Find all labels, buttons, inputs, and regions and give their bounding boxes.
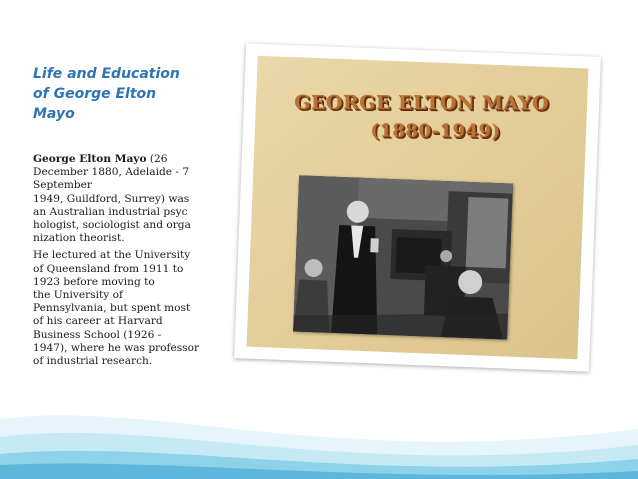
photo-card bbox=[234, 43, 601, 371]
title-line: of George Elton bbox=[33, 86, 157, 102]
title-line: Mayo bbox=[33, 106, 75, 122]
paragraph-career: He lectured at the University of Queensland from 1911 to 1923 before moving to the University of Pennsylvania, but spent most of his career at Harvard Business School (1926 - 1947), where he was professor of industrial research. bbox=[33, 249, 200, 368]
subject-name: George Elton Mayo bbox=[33, 153, 147, 165]
slide-title bbox=[33, 64, 203, 124]
photo-background bbox=[247, 56, 589, 359]
photo-caption-name: GEORGE ELTON MAYO bbox=[294, 91, 549, 115]
historical-photo bbox=[293, 175, 513, 339]
title-line: Life and Education bbox=[33, 66, 180, 82]
body-text bbox=[33, 153, 209, 372]
paragraph-biography: George Elton Mayo (26 December 1880, Adelaide - 7 September 1949, Guildford, Surrey) was an Australian industrial psyc hologist, sociologist and orga nization theorist. bbox=[33, 153, 191, 245]
decorative-wave bbox=[0, 359, 638, 479]
photo-caption-years: (1880-1949) bbox=[370, 120, 501, 142]
